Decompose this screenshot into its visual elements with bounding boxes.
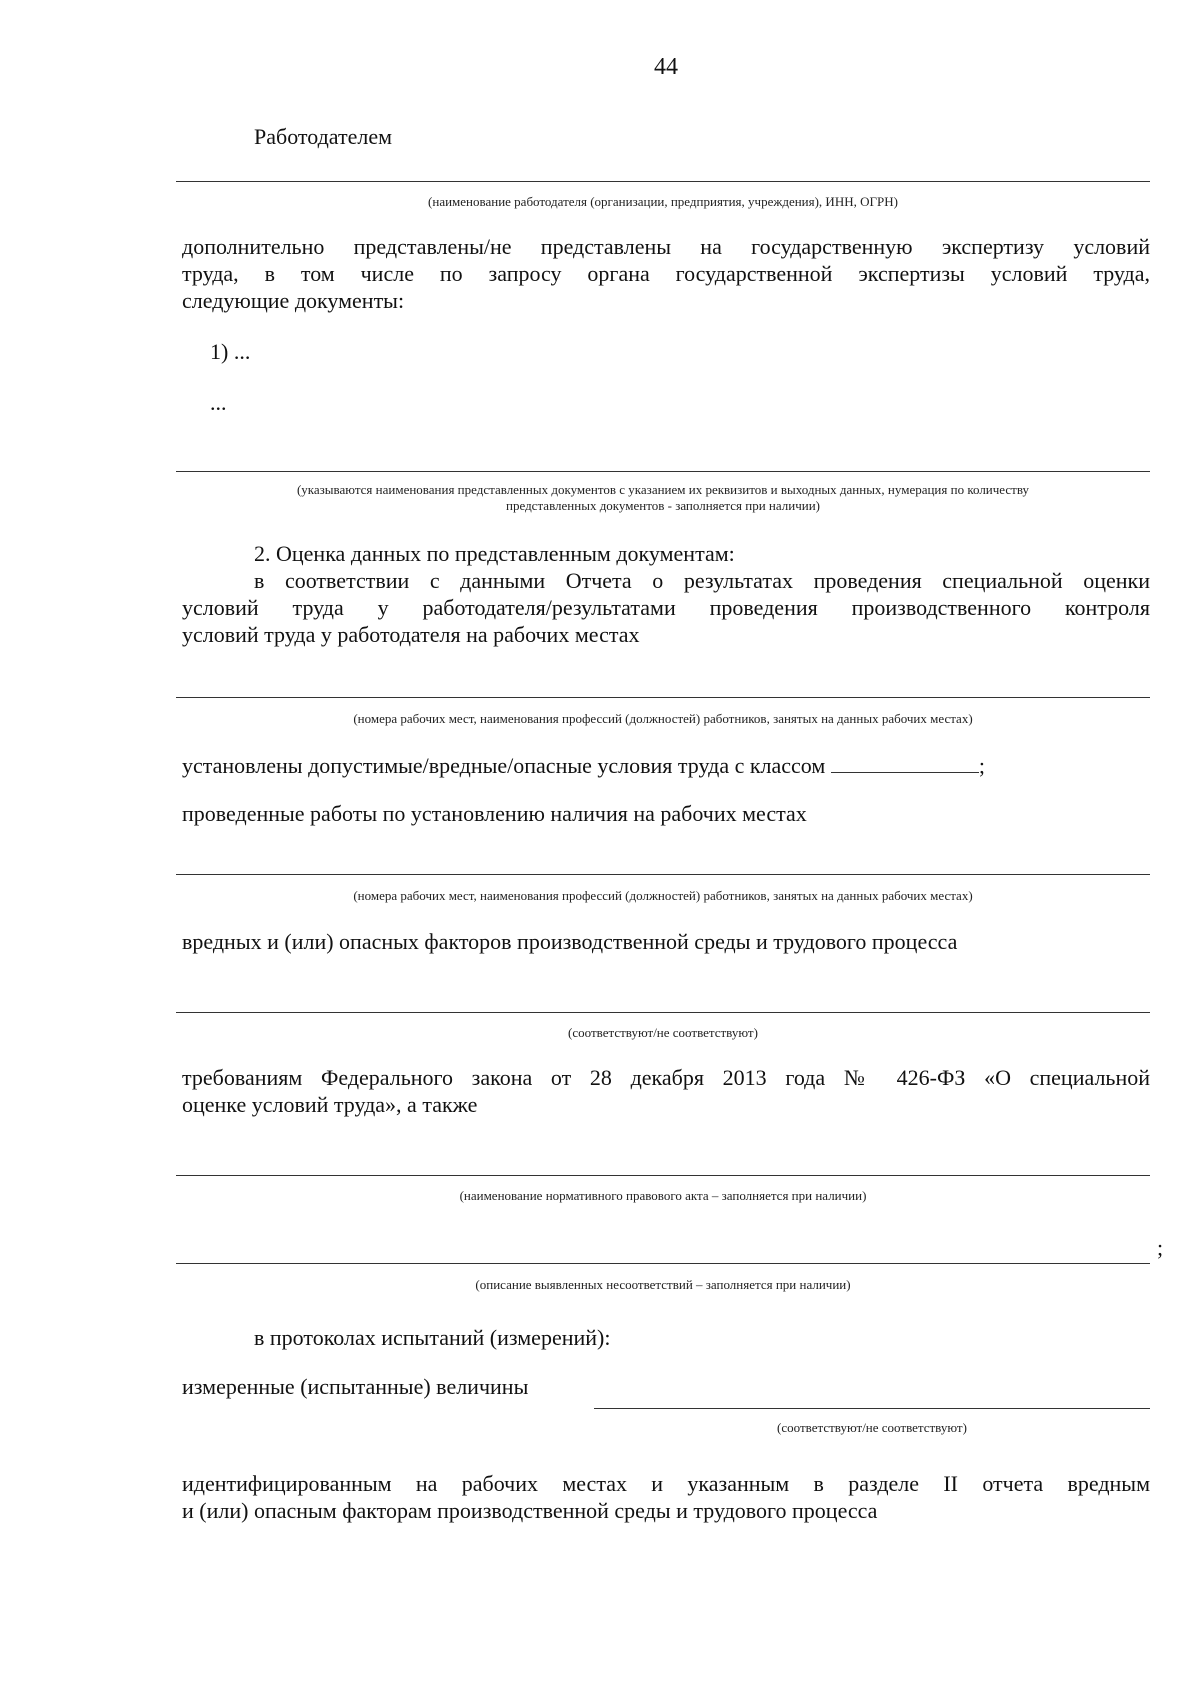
protocols-text: в протоколах испытаний (измерений): <box>254 1325 611 1350</box>
note-employer: (наименование работодателя (организации, предприятия, учреждения), ИНН, ОГРН) <box>428 194 898 209</box>
employer-fill-line <box>176 181 1150 182</box>
page-number: 44 <box>654 54 678 80</box>
note-workplaces-1: (номера рабочих мест, наименования профессий (должностей) работников, занятых на данных рабочих местах) <box>353 711 973 726</box>
note-docs-line1: (указываются наименования представленных документов с указанием их реквизитов и выходных данных, нумерация по количеству <box>296 482 1030 497</box>
conform-fill-line-1 <box>176 1012 1150 1013</box>
list-item-1: 1) ... <box>210 339 251 364</box>
para2-line1: в соответствии с данными Отчета о результатах проведения специальной оценки <box>254 568 1150 593</box>
workplaces-fill-line-1 <box>176 697 1150 698</box>
para3-line2: оценке условий труда», а также <box>182 1092 478 1117</box>
para1-line3: следующие документы: <box>182 288 405 313</box>
note-conform-1: (соответствуют/не соответствуют) <box>568 1025 758 1040</box>
para4-line2: и (или) опасным факторам производственной среды и трудового процесса <box>182 1498 878 1523</box>
employer-label: Работодателем <box>254 124 393 149</box>
para2-line2: условий труда у работодателя/результатами проведения производственного контроля <box>182 595 1150 620</box>
para4-line1: идентифицированным на рабочих местах и указанным в разделе II отчета вредным <box>182 1471 1150 1496</box>
conditions-end: ; <box>978 753 985 778</box>
conditions-line <box>182 752 985 779</box>
note-mismatch: (описание выявленных несоответствий – заполняется при наличии) <box>475 1277 851 1292</box>
para3-line1: требованиям Федерального закона от 28 декабря 2013 года № 426-ФЗ «О специальной <box>182 1065 1150 1090</box>
workplaces-fill-line-2 <box>176 874 1150 875</box>
note-conform-2: (соответствуют/не соответствуют) <box>777 1420 967 1435</box>
docs-fill-line <box>176 471 1150 472</box>
para1-line1: дополнительно представлены/не представлены на государственную экспертизу условий <box>182 234 1150 259</box>
conditions-text: установлены допустимые/вредные/опасные условия труда с классом <box>182 753 826 778</box>
mismatch-fill-line <box>176 1263 1150 1264</box>
mismatch-semicolon: ; <box>1157 1235 1164 1260</box>
note-workplaces-2: (номера рабочих мест, наименования профессий (должностей) работников, занятых на данных рабочих местах) <box>353 888 973 903</box>
para1-line2: труда, в том числе по запросу органа государственной экспертизы условий труда, <box>182 261 1150 286</box>
conform-fill-line-2 <box>594 1408 1150 1409</box>
section2-title: 2. Оценка данных по представленным документам: <box>254 541 735 566</box>
list-ellipsis: ... <box>210 390 227 415</box>
para2-line3: условий труда у работодателя на рабочих местах <box>182 622 640 647</box>
note-docs-line2: представленных документов - заполняется при наличии) <box>506 498 820 513</box>
act-fill-line <box>176 1175 1150 1176</box>
measured-text: измеренные (испытанные) величины <box>182 1374 529 1399</box>
factors-text: вредных и (или) опасных факторов производственной среды и трудового процесса <box>182 929 958 954</box>
hazard-class-blank <box>831 754 979 773</box>
note-act: (наименование нормативного правового акта – заполняется при наличии) <box>459 1188 867 1203</box>
works-text: проведенные работы по установлению наличия на рабочих местах <box>182 801 807 826</box>
